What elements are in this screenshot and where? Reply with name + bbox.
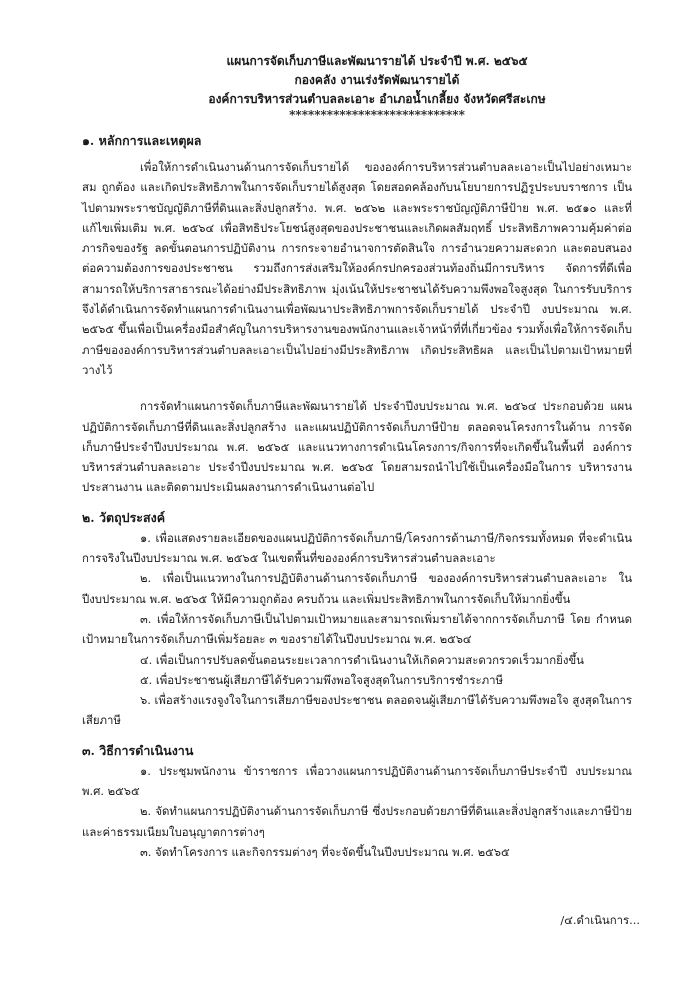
document-title-block (122, 52, 632, 121)
objective-item: ๒. เพื่อเป็นแนวทางในการปฏิบัติงานด้านการจัดเก็บภาษี ขององค์การบริหารส่วนตำบลละเอาะ ในปีงบประมาณ พ.ศ. ๒๕๖๕ ให้มีความถูกต้อง ครบถ้วน และเพิ่มประสิทธิภาพในการจัดเก็บให้มากยิ่งขึ้น (82, 571, 632, 606)
section-1-heading: ๑. หลักการและเหตุผล (82, 133, 202, 148)
page-continuation-note: /๔.ดำเนินการ... (560, 913, 640, 927)
objective-item: ๕. เพื่อประชาชนผู้เสียภาษีได้รับความพึงพอใจสูงสุดในการบริการชำระภาษี (140, 672, 504, 687)
section-3-heading: ๓. วิธีการดำเนินงาน (82, 742, 194, 758)
objective-item: ๑. เพื่อแสดงรายละเอียดของแผนปฏิบัติการจัดเก็บภาษี/โครงการด้านภาษี/กิจกรรมทั้งหมด ที่จะดำเนินการจริงในปีงบประมาณ พ.ศ. ๒๕๖๕ ในเขตพื้นที่ขององค์การบริหารส่วนตำบลละเอาะ (82, 530, 632, 566)
document-organization: องค์การบริหารส่วนตำบลละเอาะ อำเภอน้ำเกลี้ยง จังหวัดศรีสะเกษ (208, 92, 546, 106)
section-1-paragraph-2: การจัดทำแผนการจัดเก็บภาษีและพัฒนารายได้ ประจำปีงบประมาณ พ.ศ. ๒๕๖๔ ประกอบด้วย แผนปฏิบัติการจัดเก็บภาษีที่ดินและสิ่งปลูกสร้าง และแผนปฏิบัติการจัดเก็บภาษีป้าย ตลอดจนโครงการในด้าน การจัดเก็บภาษีประจำปีงบประมาณ พ.ศ. ๒๕๖๕ และแนวทางการดำเนินโครงการ/กิจการที่จะเกิดขึ้นในพื้นที่ องค์การบริหารส่วนตำบลละเอาะ ประจำปีงบประมาณ พ.ศ. ๒๕๖๕ โดยสามรถนำไปใช้เป็นเครื่องมือในการ บริหารงาน ประสานงาน และติดตามประเมินผลงานการดำเนินงานต่อไป (82, 399, 632, 495)
method-item: ๑. ประชุมพนักงาน ข้าราชการ เพื่อวางแผนการปฏิบัติงานด้านการจัดเก็บภาษีประจำปี งบประมาณ พ.ศ. ๒๕๖๕ (82, 763, 632, 799)
method-item: ๒. จัดทำแผนการปฏิบัติงานด้านการจัดเก็บภาษี ซึ่งประกอบด้วยภาษีที่ดินและสิ่งปลูกสร้างและภาษีป้าย และค่าธรรมเนียมใบอนุญาตการต่างๆ (82, 804, 632, 839)
document-department: กองคลัง งานเร่งรัดพัฒนารายได้ (294, 73, 460, 87)
objective-item: ๔. เพื่อเป็นการปรับลดขั้นตอนระยะเวลาการดำเนินงานให้เกิดความสะดวกรวดเร็วมากยิ่งขึ้น (140, 652, 584, 667)
section-1-paragraph-1: เพื่อให้การดำเนินงานด้านการจัดเก็บรายได้ ขององค์การบริหารส่วนตำบลละเอาะเป็นไปอย่างเหมาะสม ถูกต้อง และเกิดประสิทธิภาพในการจัดเก็บรายได้สูงสุด โดยสอดคล้องกับนโยบายการปฏิรูประบบราชการ เป็นไปตามพระราชบัญญัติภาษีที่ดินและสิ่งปลูกสร้าง. พ.ศ. ๒๕๖๒ และพระราชบัญญัติภาษีป้าย พ.ศ. ๒๕๑๐ และที่แก้ไขเพิ่มเติม พ.ศ. ๒๕๖๔ เพื่อสิทธิประโยชน์สูงสุดของประชาชนและเกิดผลสัมฤทธิ์ ประสิทธิภาพความคุ้มค่าต่อภารกิจของรัฐ ลดขั้นตอนการปฏิบัติงาน การกระจายอำนาจการตัดสินใจ การอำนวยความสะดวก และตอบสนองต่อความต้องการของประชาชน รวมถึงการส่งเสริมให้องค์กรปกครองส่วนท้องถิ่นมีการบริหาร จัดการที่ดีเพื่อสามารถให้บริการสาธารณะได้อย่างมีประสิทธิภาพ มุ่งเน้นให้ประชาชนได้รับความพึงพอใจสูงสุด ในการรับบริการ จึงได้ดำเนินการจัดทำแผนการดำเนินงานเพื่อพัฒนาประสิทธิภาพการจัดเก็บรายได้ ประจำปี งบประมาณ พ.ศ. ๒๕๖๕ ขึ้นเพื่อเป็นเครื่องมือสำคัญในการบริหารงานของพนักงานและเจ้าหน้าที่ที่เกี่ยวข้อง รวมทั้งเพื่อให้การจัดเก็บภาษีขององค์การบริหารส่วนตำบลละเอาะเป็นไปอย่างมีประสิทธิภาพ เกิดประสิทธิผล และเป็นไปตามเป้าหมายที่วางไว้ (82, 160, 632, 377)
objective-item: ๖. เพื่อสร้างแรงจูงใจในการเสียภาษีของประชาชน ตลอดจนผู้เสียภาษีได้รับความพึงพอใจ สูงสุดในการเสียภาษี (82, 693, 632, 728)
objective-item: ๓. เพื่อให้การจัดเก็บภาษีเป็นไปตามเป้าหมายและสามารถเพิ่มรายได้จากการจัดเก็บภาษี โดย กำหนดเป้าหมายในการจัดเก็บภาษีเพิ่มร้อยละ ๓ ของรายได้ในปีงบประมาณ พ.ศ. ๒๕๖๔ (82, 611, 632, 647)
document-title: แผนการจัดเก็บภาษีและพัฒนารายได้ ประจำปี พ.ศ. ๒๕๖๕ (226, 54, 528, 68)
section-2-heading: ๒. วัตถุประสงค์ (82, 509, 166, 525)
method-item: ๓. จัดทำโครงการ และกิจกรรมต่างๆ ที่จะจัดขึ้นในปีงบประมาณ พ.ศ. ๒๕๖๕ (140, 844, 510, 859)
title-divider-stars: **************************** (289, 108, 465, 122)
